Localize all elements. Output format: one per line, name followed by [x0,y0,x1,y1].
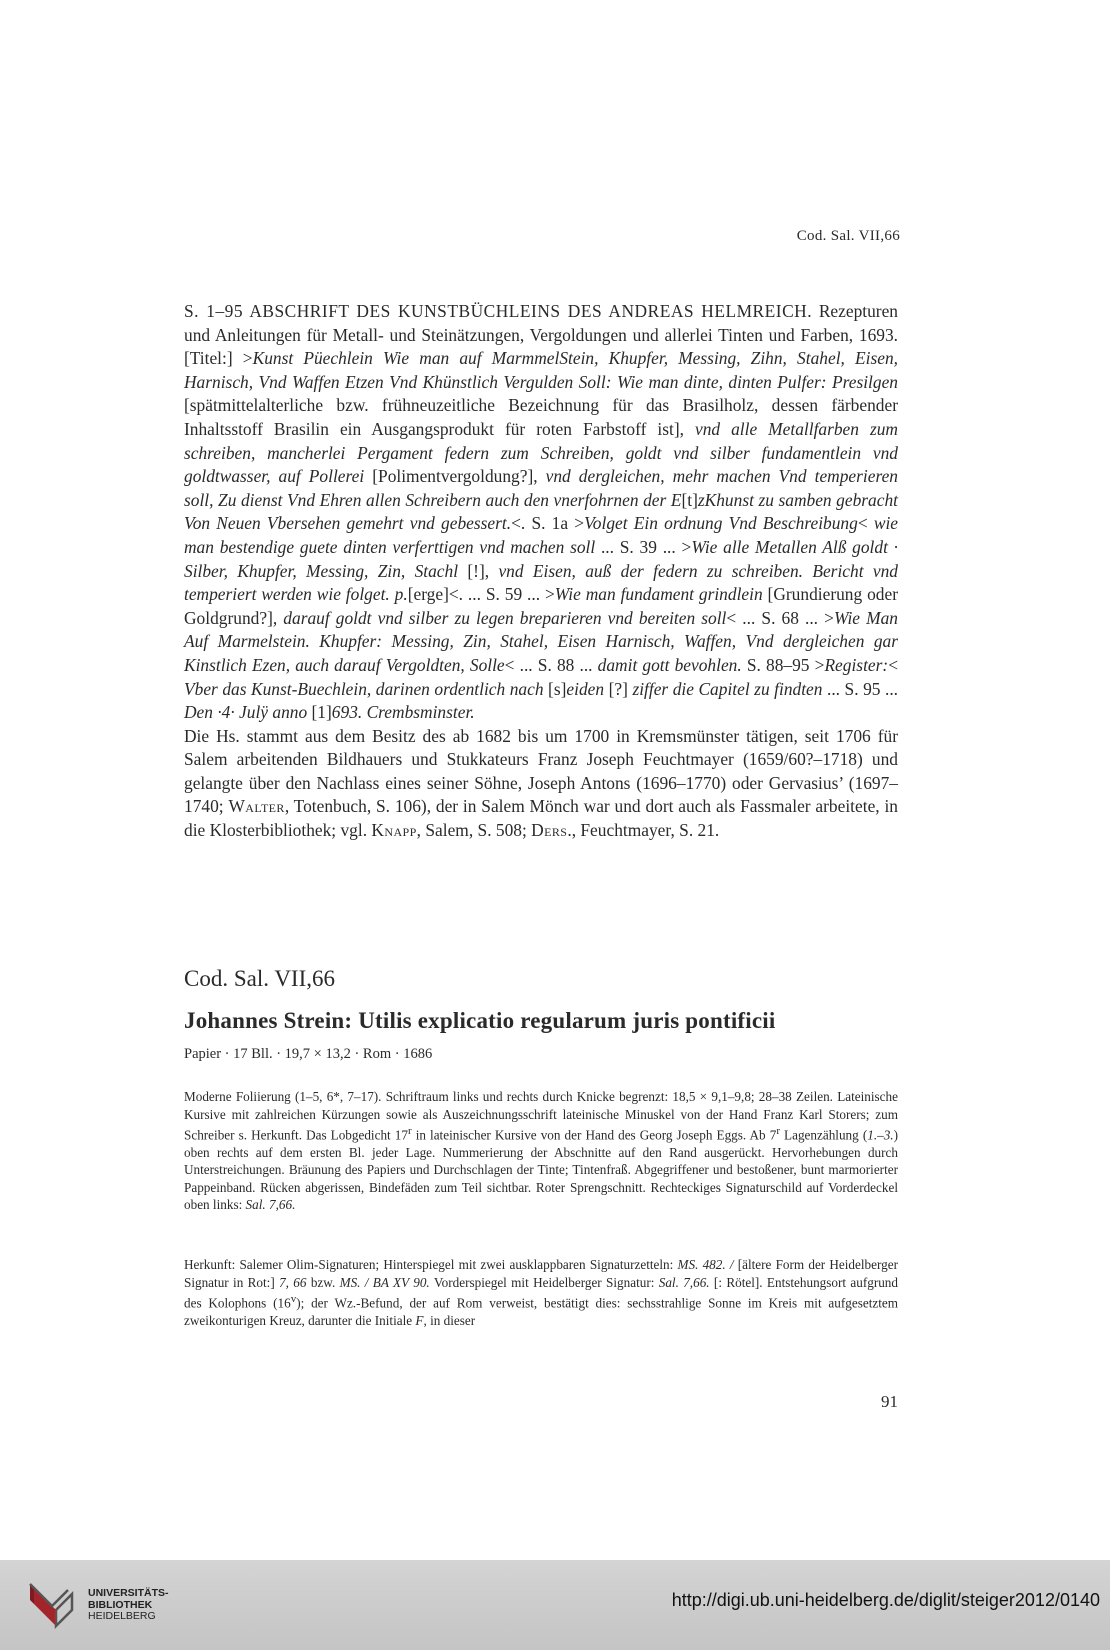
logo-line-2: BIBLIOTHEK [88,1598,153,1611]
entry-text-block [184,300,898,843]
codex-signature-heading: Cod. Sal. VII,66 [184,966,335,991]
logo-line-1: UNIVERSITÄTS- [88,1587,169,1599]
running-head: Cod. Sal. VII,66 [796,228,900,244]
library-logo-text[interactable] [88,1588,169,1623]
page-number: 91 [881,1392,898,1411]
provenance-paragraph: Die Hs. stammt aus dem Besitz des ab 1682 bis um 1700 in Kremsmünster tätigen, seit 1706 für Salem arbeitenden Bildhauers und Stukkateurs Franz Joseph Feuchtmayer (1659/60?–1718) und gelangte über den Nachlass eines seiner Söhne, Joseph Antons (1696–1770) oder Gervasius’ (1697–1740; Walter, Totenbuch, S. 106), der in Salem Mönch war und dort auch als Fassmaler arbeitete, in die Klosterbibliothek; vgl. Knapp, Salem, S. 508; Ders., Feuchtmayer, S. 21. [184,725,898,841]
codex-meta-line: Papier · 17 Bll. · 19,7 × 13,2 · Rom · 1686 [184,1046,433,1062]
work-title: Johannes Strein: Utilis explicatio regularum juris pontificii [184,1008,776,1033]
library-logo-icon[interactable] [26,1576,78,1632]
permalink-url[interactable]: http://digi.ub.uni-heidelberg.de/diglit/steiger2012/0140 [671,1590,1100,1610]
codex-provenance: Herkunft: Salemer Olim-Signaturen; Hinterspiegel mit zwei ausklappbaren Signaturzetteln: MS. 482. / [ältere Form der Heidelberger Signatur in Rot:] 7, 66 bzw. MS. / BA XV 90. Vorderspiegel mit Heidelberger Signatur: Sal. 7,66. [: Rötel]. Entstehungsort aufgrund des Kolophons (16$^v$); der Wz.-Befund, der auf Rom verweist, bestätigt dies: sechsstrahlige Sonne im Kreis mit aufgesetztem zweikonturigen Kreuz, darunter die Initiale F, in dieser [184,1257,898,1328]
codex-description: Moderne Foliierung (1–5, 6*, 7–17). Schriftraum links und rechts durch Knicke begrenzt: 18,5 × 9,1–9,8; 28–38 Zeilen. Lateinische Kursive mit zahlreichen Kürzungen sowie als Auszeichnungsschrift lateinische Minuskel von der Hand Franz Karl Storers; zum Schreiber s. Herkunft. Das Lobgedicht 17$^r$ in lateinischer Kursive von der Hand des Georg Joseph Eggs. Ab 7$^r$ Lagenzählung (1.–3.) oben rechts auf dem ersten Bl. jeder Lage. Nummerierung der Abschnitte auf den Rand ausgerückt. Hervorhebungen durch Unterstreichungen. Bräunung des Papiers und Durchschlagen der Tinte; Tintenfraß. Abgegriffener und bestoßener, bunt marmorierter Pappeinband. Rücken abgerissen, Bindefäden zum Teil sichtbar. Roter Sprengschnitt. Rechteckiges Signaturschild auf Vorderdeckel oben links: Sal. 7,66. [184,1089,898,1213]
logo-line-3: HEIDELBERG [88,1610,156,1622]
contents-paragraph: S. 1–95 ABSCHRIFT DES KUNSTBÜCHLEINS DES ANDREAS HELMREICH. Rezepturen und Anleitungen für Metall- und Steinätzungen, Vergoldungen und allerlei Tinten und Farben, 1693. [Titel:] >Kunst Püechlein Wie man auf MarmmelStein, Khupfer, Messing, Zihn, Stahel, Eisen, Harnisch, Vnd Waffen Etzen Vnd Khünstlich Vergulden Soll: Wie man dinte, dinten Pulfer: Presilgen [spätmittelalterliche bzw. frühneuzeitliche Bezeichnung für das Brasilholz, dessen färbender Inhaltsstoff Brasilin ein Ausgangsprodukt für roten Farbstoff ist], vnd alle Metallfarben zum schreiben, mancherlei Pergament federn zum Schreiben, goldt vnd silber fundamentlein vnd goldtwasser, auf Pollerei [Polimentvergoldung?], vnd dergleichen, mehr machen Vnd temperieren soll, Zu dienst Vnd Ehren allen Schreibern auch den vnerfohrnen der E[t]zKhunst zu samben gebracht Von Neuen Vbersehen gemehrt vnd gebessert.<. S. 1a >Volget Ein ordnung Vnd Beschreibung< wie man bestendige guete dinten verferttigen vnd machen soll ... S. 39 ... >Wie alle Metallen Alß goldt · Silber, Khupfer, Messing, Zin, Stachl [!], vnd Eisen, auß der federn zu schreiben. Bericht vnd temperiert werden wie folget. p.[erge]<. ... S. 59 ... >Wie man fundament grindlein [Grundierung oder Goldgrund?], darauf goldt vnd silber zu legen breparieren vnd bereiten soll< ... S. 68 ... >Wie Man Auf Marmelstein. Khupfer: Messing, Zin, Stahel, Eisen Harnisch, Waffen, Vnd dergleichen gar Kinstlich Ezen, auch darauf Vergoldten, Solle< ... S. 88 ... damit gott bevohlen. S. 88–95 >Register:< Vber das Kunst-Buechlein, darinen ordentlich nach [s]eiden [?] ziffer die Capitel zu findten ... S. 95 ... Den ·4· Julÿ anno [1]693. Crembsminster. [184,301,899,723]
viewer-footer [0,1560,1110,1650]
